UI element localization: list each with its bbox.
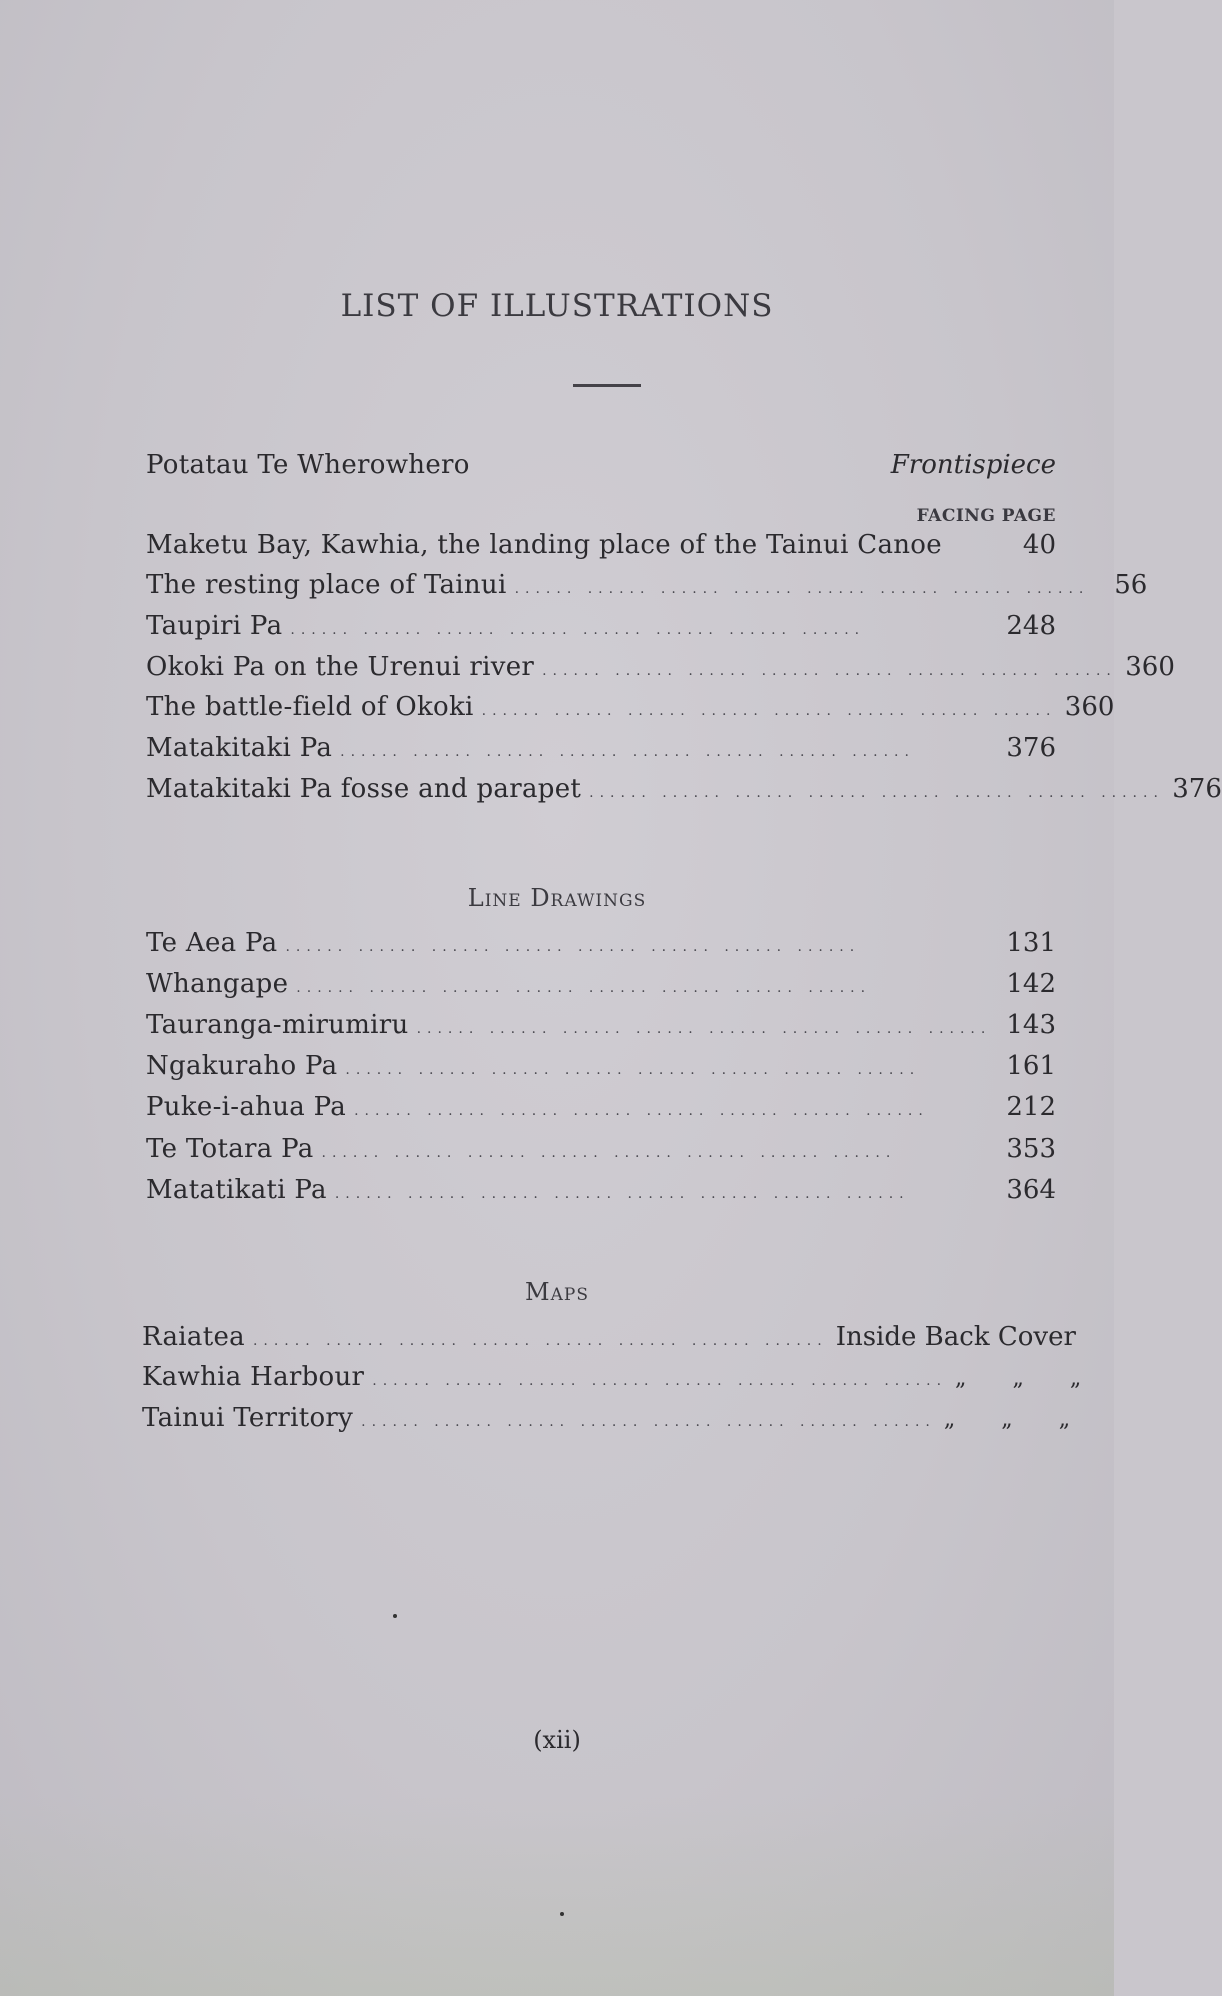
item-label: Matakitaki Pa fosse and parapet	[146, 774, 582, 804]
leader-dots: ...... ...... ...... ...... ...... ...... ...... ......	[416, 1021, 992, 1037]
list-item	[146, 1134, 1056, 1172]
list-item	[146, 570, 1148, 608]
leader-dots: ...... ...... ...... ...... ...... ...... ...... ......	[542, 663, 1117, 679]
item-label: Te Totara Pa	[146, 1134, 314, 1164]
item-label: Matakitaki Pa	[146, 733, 333, 763]
item-label: Maketu Bay, Kawhia, the landing place of the Tainui Canoe	[146, 530, 942, 560]
item-page: 142	[1006, 969, 1056, 999]
frontispiece-row	[146, 450, 1056, 488]
leader-dots: ...... ...... ...... ...... ...... ...... ...... ......	[345, 1062, 921, 1078]
list-item	[146, 652, 1175, 690]
frontispiece-label: Potatau Te Wherowhero	[146, 450, 470, 480]
list-item	[142, 1403, 1071, 1441]
line-drawings-heading: Line Drawings	[467, 884, 647, 912]
list-item	[146, 774, 1222, 812]
item-page: 212	[1006, 1092, 1056, 1122]
item-label: Tainui Territory	[142, 1403, 354, 1433]
leader-dots: ...... ...... ...... ...... ...... ...... ...... ......	[296, 980, 872, 996]
item-page: 360	[1064, 692, 1115, 722]
list-item	[146, 928, 1056, 966]
title-rule	[573, 384, 641, 387]
leader-dots: ...... ...... ...... ...... ...... ...... ...... ......	[354, 1103, 929, 1119]
item-label: Kawhia Harbour	[142, 1362, 365, 1392]
leader-dots: ...... ...... ...... ...... ...... ...... ...... ......	[285, 939, 861, 955]
ditto-mark: „	[1001, 1407, 1013, 1432]
item-label: Te Aea Pa	[146, 928, 278, 958]
list-item	[146, 1175, 1056, 1213]
ditto-mark: „	[943, 1407, 956, 1432]
ditto-marks	[944, 1407, 1074, 1432]
list-item	[146, 969, 1056, 1007]
maps-heading: Maps	[525, 1278, 589, 1306]
item-page: 143	[1006, 1010, 1056, 1040]
leader-dots: ...... ...... ...... ...... ...... ...... ...... ......	[589, 785, 1164, 801]
list-item	[146, 733, 1056, 771]
item-page: 248	[1006, 611, 1056, 641]
list-item	[146, 1010, 1056, 1048]
item-label: Puke-i-ahua Pa	[146, 1092, 347, 1122]
item-page: 131	[1006, 928, 1056, 958]
list-item	[146, 530, 1056, 568]
list-item	[142, 1362, 1082, 1400]
item-page: 364	[1006, 1175, 1056, 1205]
paper-stain	[0, 1796, 1114, 1996]
leader-dots: ...... ...... ...... ...... ...... ...... ...... ......	[514, 581, 1090, 597]
item-label: Taupiri Pa	[146, 611, 283, 641]
item-label: The resting place of Tainui	[146, 570, 507, 600]
list-item	[146, 1051, 1056, 1089]
leader-dots: ...... ...... ...... ...... ...... ...... ...... ......	[372, 1373, 948, 1389]
item-page: 376	[1006, 733, 1056, 763]
leader-dots: ...... ...... ...... ...... ...... ...... ...... ......	[340, 744, 915, 760]
ditto-mark: „	[1069, 1366, 1082, 1391]
ditto-mark: „	[1012, 1366, 1024, 1391]
item-page: 161	[1006, 1051, 1056, 1081]
list-item	[146, 611, 1056, 649]
item-page: 360	[1125, 652, 1175, 682]
item-label: The battle-field of Okoki	[146, 692, 474, 722]
item-page: 56	[1114, 570, 1148, 600]
page-number: (xii)	[533, 1726, 581, 1754]
facing-page-label: FACING PAGE	[916, 506, 1056, 526]
page-title: LIST OF ILLUSTRATIONS	[340, 288, 774, 324]
item-page: 353	[1006, 1134, 1056, 1164]
list-item	[142, 1322, 1076, 1360]
item-label: Okoki Pa on the Urenui river	[146, 652, 535, 682]
item-label: Whangape	[146, 969, 289, 999]
item-page: Inside Back Cover	[835, 1322, 1076, 1352]
ditto-marks	[955, 1366, 1085, 1391]
leader-dots: ...... ...... ...... ...... ...... ...... ...... ......	[290, 622, 866, 638]
item-label: Tauranga-mirumiru	[146, 1010, 409, 1040]
leader-dots: ...... ...... ...... ...... ...... ...... ...... ......	[252, 1333, 828, 1349]
list-item	[146, 1092, 1056, 1130]
paper-speck	[560, 1912, 564, 1916]
leader-dots: ...... ...... ...... ...... ...... ...... ...... ......	[361, 1414, 936, 1430]
item-page: 376	[1172, 774, 1222, 804]
item-page: 40	[1022, 530, 1056, 560]
item-label: Matatikati Pa	[146, 1175, 327, 1205]
frontispiece-note: Frontispiece	[890, 450, 1056, 480]
ditto-mark: „	[1058, 1407, 1071, 1432]
paper-speck	[393, 1614, 397, 1618]
ditto-mark: „	[955, 1366, 967, 1391]
leader-dots: ...... ...... ...... ...... ...... ...... ...... ......	[321, 1145, 897, 1161]
leader-dots: ...... ...... ...... ...... ...... ...... ...... ......	[334, 1186, 910, 1202]
item-label: Ngakuraho Pa	[146, 1051, 338, 1081]
list-item	[146, 692, 1115, 730]
item-label: Raiatea	[142, 1322, 245, 1352]
leader-dots: ...... ...... ...... ...... ...... ...... ...... ......	[481, 703, 1057, 719]
